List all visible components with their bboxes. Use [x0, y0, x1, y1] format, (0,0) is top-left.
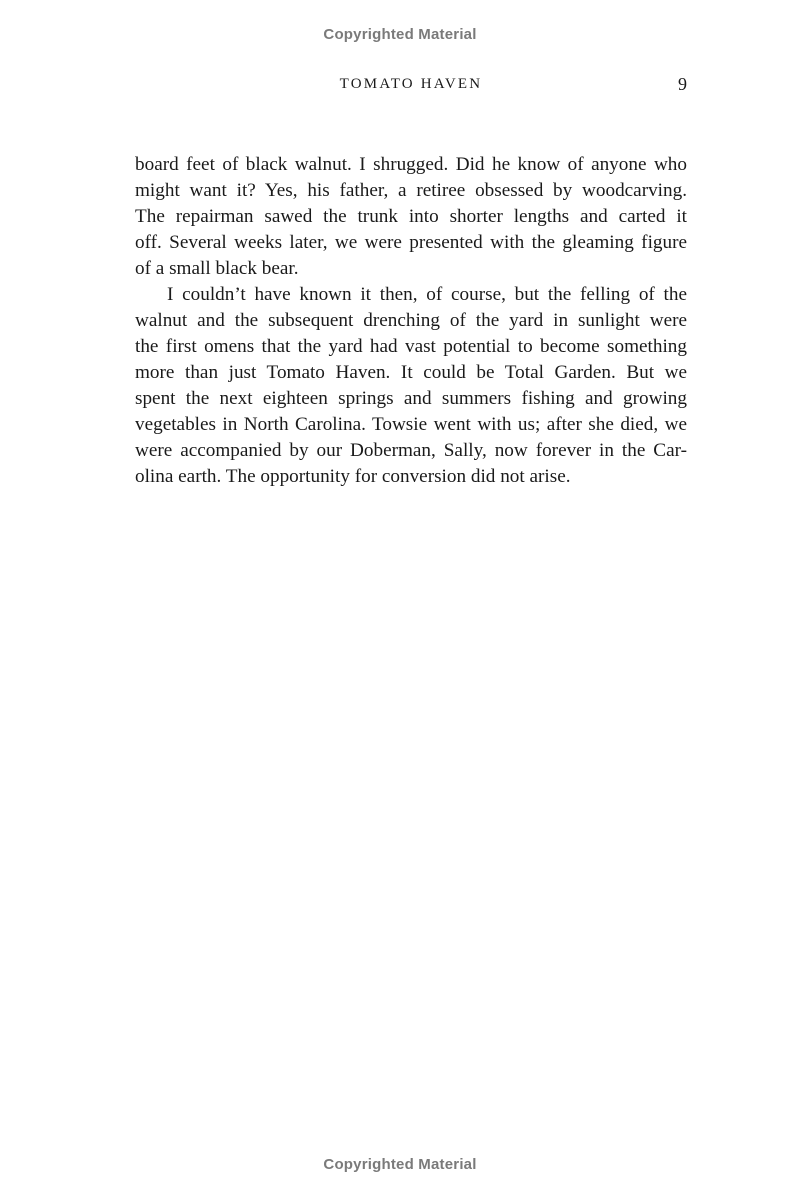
text-line: The repairman sawed the trunk into shorter lengths and carted it	[135, 206, 687, 227]
text-line: of a small black bear.	[135, 258, 299, 279]
copyright-watermark-top: Copyrighted Material	[323, 26, 477, 43]
text-line: the first omens that the yard had vast potential to become something	[135, 336, 687, 357]
text-line: might want it? Yes, his father, a retiree obsessed by woodcarving.	[135, 180, 687, 201]
text-line: off. Several weeks later, we were presented with the gleaming figure	[135, 232, 687, 253]
page-number: 9	[678, 74, 687, 94]
copyright-watermark-bottom: Copyrighted Material	[323, 1156, 477, 1173]
text-line: vegetables in North Carolina. Towsie went with us; after she died, we	[135, 414, 687, 435]
text-line: I couldn’t have known it then, of course, but the felling of the	[167, 284, 687, 305]
text-line: more than just Tomato Haven. It could be Total Garden. But we	[135, 362, 687, 383]
paragraph	[135, 152, 687, 282]
paragraph	[135, 282, 687, 490]
text-line: walnut and the subsequent drenching of the yard in sunlight were	[135, 310, 687, 331]
text-line: olina earth. The opportunity for conversion did not arise.	[135, 466, 571, 487]
text-line: were accompanied by our Doberman, Sally, now forever in the Car-	[135, 440, 687, 461]
running-title: TOMATO HAVEN	[339, 76, 483, 92]
text-line: board feet of black walnut. I shrugged. Did he know of anyone who	[135, 154, 687, 175]
body-text	[135, 152, 687, 490]
text-line: spent the next eighteen springs and summers fishing and growing	[135, 388, 687, 409]
running-head	[135, 76, 687, 98]
